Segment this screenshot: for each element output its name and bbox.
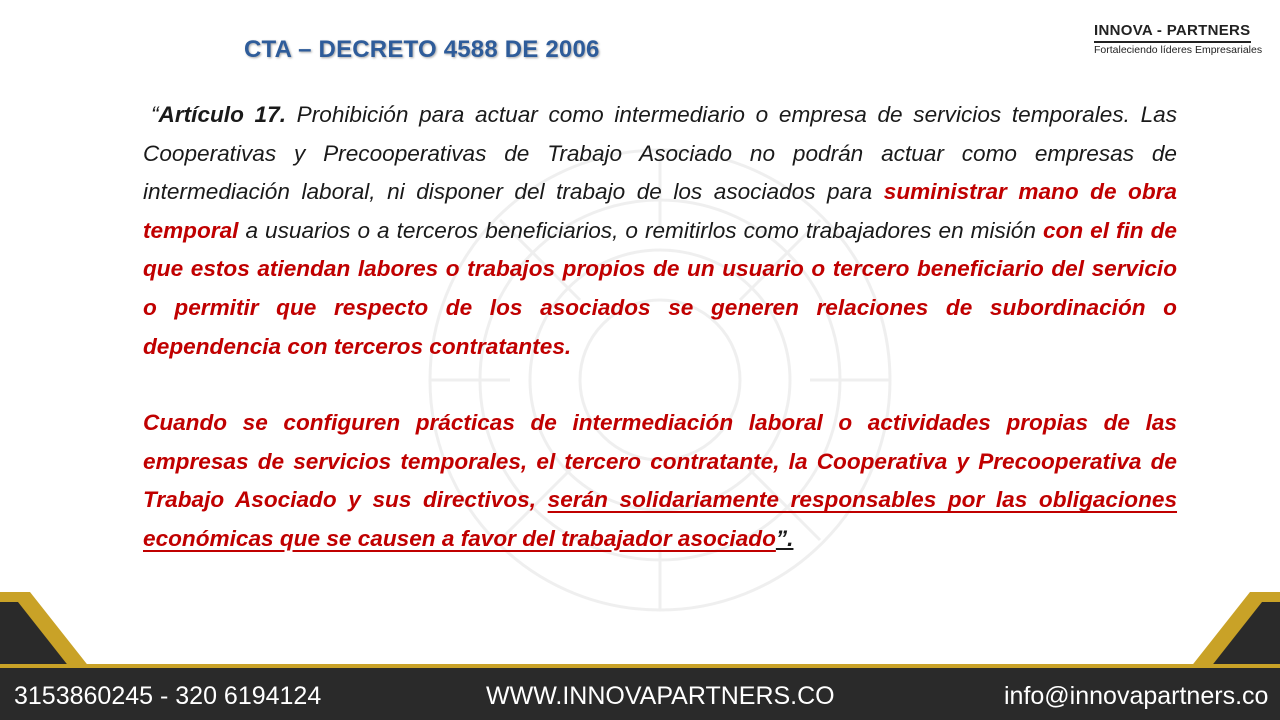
highlight-supply-labor: suministrar mano de obra temporal [143,179,1177,243]
article-text [143,96,1177,559]
footer-phone: 3153860245 - 320 6194124 [14,682,322,710]
article-text-a: Prohibición para actuar como intermediario o empresa de servicios temporales. Las Cooperativas y Precooperativas de Trabajo Asociado no podrán actuar como empresas de intermediación laboral, ni disponer del trabajo de los asociados para [143,102,1177,205]
footer-gold-band [0,592,1280,672]
logo-brand: INNOVA - PARTNERS [1094,22,1251,43]
paragraph-2-text: Cuando se configuren prácticas de intermediación laboral o actividades propias de las empresas de servicios temporales, el tercero contratante, la Cooperativa y Precooperativa de Trabajo Asociado y sus directivos, [143,410,1177,513]
footer-bar [0,668,1280,720]
article-paragraph-2 [143,404,1177,558]
article-text-b: a usuarios o a terceros beneficiarios, o remitirlos como trabajadores en misión [238,217,1043,243]
open-quote: “ [151,102,159,127]
company-logo [1094,22,1264,66]
page-title: CTA – DECRETO 4588 DE 2006 [244,36,600,63]
highlight-purpose: con el fin de que estos atiendan labores o trabajos propios de un usuario o tercero beneficiario del servicio o permitir que respecto de los asociados se generen relaciones de subordinación o dependencia con terceros contratantes. [143,217,1177,359]
article-paragraph-1 [143,96,1177,366]
footer-website[interactable]: WWW.INNOVAPARTNERS.CO [486,682,835,710]
logo-tagline: Fortaleciendo líderes Empresariales [1094,44,1263,56]
footer-email[interactable]: info@innovapartners.co [1004,682,1269,710]
solidarity-liability-text: serán solidariamente responsables por las obligaciones económicas que se causen a favor del trabajador asociado [143,487,1178,551]
article-label: Artículo 17. [158,102,286,127]
close-quote: ”. [775,525,794,551]
